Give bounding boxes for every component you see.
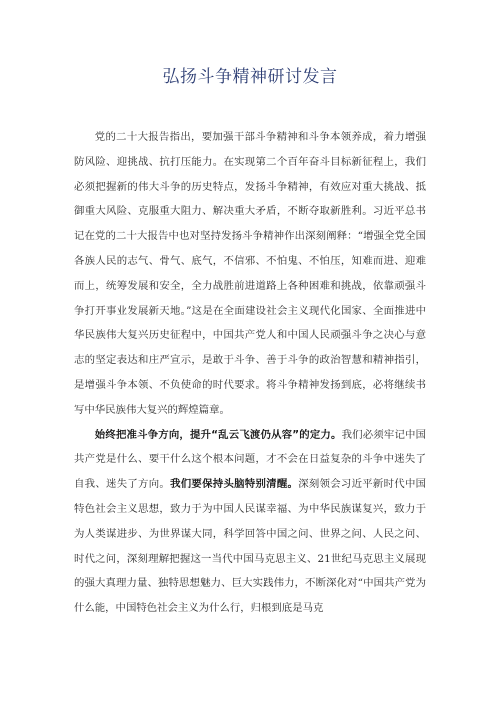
paragraph-2-text-b: 深刻领会习近平新时代中国特色社会主义思想，致力于为中国人民谋幸福、为中华民族谋复兴，致力于为人类谋进步、为世界谋大同，科学回答中国之问、世界之问、人民之问、时代之问，深刻理解把握这一当代中国马克思主义、21世纪马克思主义展现的强大真理力量、独特思想魅力、巨大实践伟力，不断深化对“中国共产党为什么能，中国特色社会主义为什么行，归根到底是马克	[74, 478, 427, 615]
document-title: 弘扬斗争精神研讨发言	[162, 67, 338, 87]
section-heading: 始终把准斗争方向，提升“乱云飞渡仍从容”的定力。	[94, 428, 342, 441]
paragraph-1	[74, 125, 426, 423]
document-body	[74, 125, 426, 621]
paragraph-2-text-a: 我们必须牢记中国共产党是什么、要干什么这个根本问题，才不会在日益复杂的斗争中迷失了自我、迷失了方向。	[74, 428, 427, 491]
emphasis-sentence: 我们要保持头脑特别清醒。	[170, 478, 299, 491]
paragraph-1-text: 党的二十大报告指出，要加强干部斗争精神和斗争本领养成，着力增强防风险、迎挑战、抗打压能力。在实现第二个百年奋斗目标新征程上，我们必须把握新的伟大斗争的历史特点，发扬斗争精神，有效应对重大挑战、抵御重大风险、克服重大阻力、解决重大矛盾，不断夺取新胜利。习近平总书记在党的二十大报告中也对坚持发扬斗争精神作出深刻阐释：“增强全党全国各族人民的志气、骨气、底气，不信邪、不怕鬼、不怕压，知难而进、迎难而上，统筹发展和安全，全力战胜前进道路上各种困难和挑战，依靠顽强斗争打开事业发展新天地。”这是在全面建设社会主义现代化国家、全面推进中华民族伟大复兴历史征程中，中国共产党人和中国人民顽强斗争之决心与意志的坚定表达和庄严宣示，是敢于斗争、善于斗争的政治智慧和精神指引，是增强斗争本领、不负使命的时代要求。将斗争精神发扬到底，必将继续书写中华民族伟大复兴的辉煌篇章。	[74, 131, 426, 416]
paragraph-2	[74, 423, 426, 621]
